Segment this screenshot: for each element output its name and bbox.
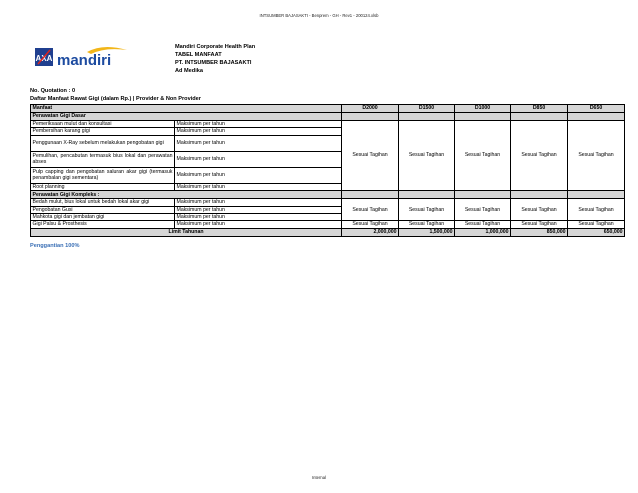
benefit-name: Pulp capping dan pengobatan saluran akar gigi (termasuk penambalan gigi sementara)	[32, 168, 173, 182]
benefit-limit: Maksimum per tahun	[175, 151, 342, 167]
table-row-prosthesis	[31, 221, 625, 228]
benefit-limit: Maksimum per tahun	[175, 199, 342, 206]
benefit-name: Pembersihan karang gigi	[31, 128, 175, 135]
page-footer-classification: Internal	[312, 475, 326, 480]
basic-value-d2000: Sesuai Tagihan	[342, 121, 399, 191]
annual-limit-d850: 850,000	[511, 228, 568, 236]
benefit-limit: Maksimum per tahun	[175, 167, 342, 183]
benefit-limit: Maksimum per tahun	[175, 221, 342, 228]
section-row-complex	[31, 191, 625, 199]
benefit-limit: Maksimum per tahun	[175, 128, 342, 135]
annual-limit-d2000: 2,000,000	[342, 228, 399, 236]
prosthesis-value-d1000: Sesuai Tagihan	[455, 221, 511, 228]
basic-value-d1000: Sesuai Tagihan	[455, 121, 511, 191]
axa-mandiri-logo	[35, 45, 135, 69]
svg-text:AXA: AXA	[35, 54, 53, 63]
complex-value-d650: Sesuai Tagihan	[568, 199, 625, 221]
header-line-company: PT. INTSUMBER BAJASAKTI	[175, 59, 252, 66]
header-line-plan: Mandiri Corporate Health Plan	[175, 44, 256, 50]
benefit-limit: Maksimum per tahun	[175, 183, 342, 190]
prosthesis-value-d2000: Sesuai Tagihan	[342, 221, 399, 228]
table-header-row	[31, 105, 625, 113]
table-row	[31, 199, 625, 206]
benefits-table	[30, 104, 625, 237]
basic-value-d850: Sesuai Tagihan	[511, 121, 568, 191]
benefit-name: Pengobatan Gusi	[31, 206, 175, 213]
quotation-block	[30, 88, 201, 103]
header-line-table: TABEL MANFAAT	[175, 51, 222, 58]
benefit-name: Penggunaan X-Ray sebelum melakukan pengobatan gigi	[31, 135, 175, 151]
header-d2000: D2000	[342, 105, 399, 113]
header-line-tpa: Ad Medika	[175, 67, 203, 74]
header-d1500: D1500	[399, 105, 455, 113]
complex-value-d2000: Sesuai Tagihan	[342, 199, 399, 221]
basic-value-d1500: Sesuai Tagihan	[399, 121, 455, 191]
document-header	[175, 44, 255, 76]
complex-value-d1500: Sesuai Tagihan	[399, 199, 455, 221]
header-manfaat: Manfaat	[31, 105, 342, 113]
svg-text:mandiri: mandiri	[57, 52, 112, 69]
benefit-name: Pemeriksaan mulut dan konsultasi	[31, 121, 175, 128]
annual-limit-row	[31, 228, 625, 236]
table-row	[31, 121, 625, 128]
basic-value-d650: Sesuai Tagihan	[568, 121, 625, 191]
annual-limit-label: Limit Tahunan	[31, 228, 342, 236]
benefit-name: Mahkota gigi dan jembatan gigi	[31, 214, 175, 221]
header-d650: D650	[568, 105, 625, 113]
quotation-subtitle: Daftar Manfaat Rawat Gigi (dalam Rp.) | Provider & Non Provider	[30, 95, 201, 102]
benefit-limit: Maksimum per tahun	[175, 206, 342, 213]
benefit-name: Gigi Palsu & Prosthesis	[31, 221, 175, 228]
section-title-basic: Perawatan Gigi Dasar	[31, 113, 342, 121]
benefit-limit: Maksimum per tahun	[175, 214, 342, 221]
benefit-limit: Maksimum per tahun	[175, 135, 342, 151]
reimbursement-note: Penggantian 100%	[30, 243, 80, 249]
benefit-name: Pemulihan, pencabutan termasuk bius lokal dan perawatan abses	[32, 152, 173, 166]
prosthesis-value-d650: Sesuai Tagihan	[568, 221, 625, 228]
benefit-limit: Maksimum per tahun	[175, 121, 342, 128]
benefit-name: Root planning	[31, 183, 175, 190]
annual-limit-d1000: 1,000,000	[455, 228, 511, 236]
annual-limit-d1500: 1,500,000	[399, 228, 455, 236]
complex-value-d850: Sesuai Tagihan	[511, 199, 568, 221]
header-d850: D850	[511, 105, 568, 113]
page-header-filename: INTSUMBER BAJASAKTI - Benprem - GH - Rev1 - 200124.xlsb	[259, 13, 379, 18]
annual-limit-d650: 650,000	[568, 228, 625, 236]
quotation-number: No. Quotation : 0	[30, 88, 76, 94]
section-row-basic	[31, 113, 625, 121]
section-title-complex: Perawatan Gigi Kompleks :	[31, 191, 342, 199]
prosthesis-value-d850: Sesuai Tagihan	[511, 221, 568, 228]
complex-value-d1000: Sesuai Tagihan	[455, 199, 511, 221]
prosthesis-value-d1500: Sesuai Tagihan	[399, 221, 455, 228]
header-d1000: D1000	[455, 105, 511, 113]
benefit-name: Bedah mulut, bius lokal untuk bedah lokal akar gigi	[31, 199, 175, 206]
